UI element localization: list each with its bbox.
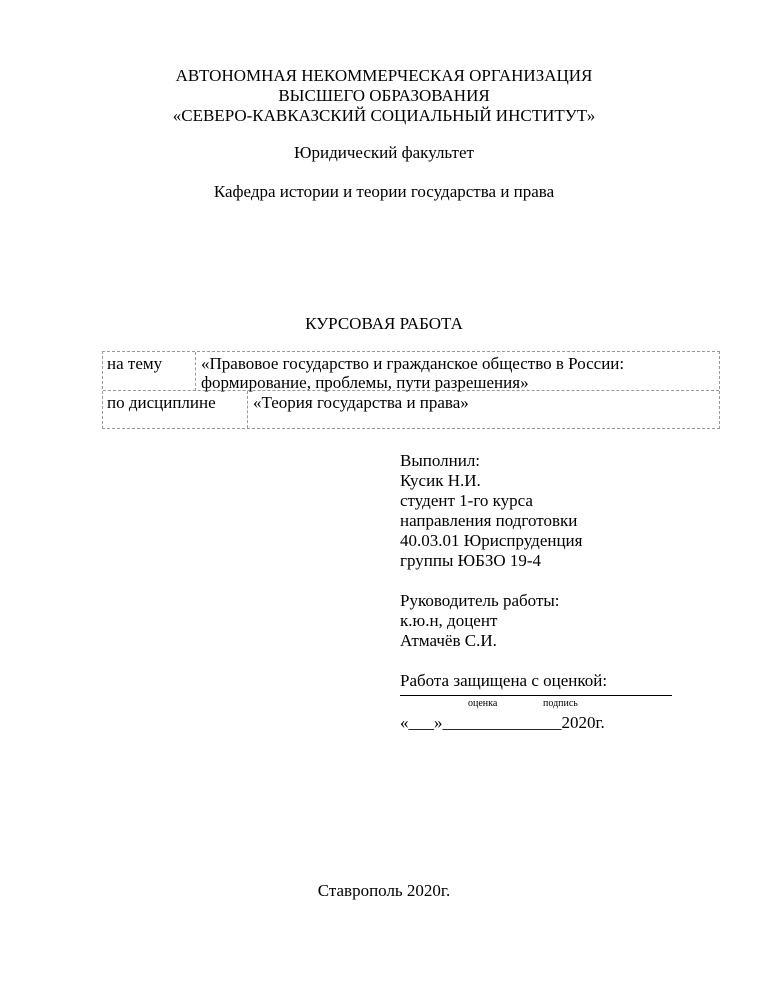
direction-value: 40.03.01 Юриспруденция [400,531,583,550]
topic-value [201,354,716,392]
city-year: Ставрополь 2020г. [317,881,451,900]
org-line-2: ВЫСШЕГО ОБРАЗОВАНИЯ [278,86,490,105]
supervisor-title: к.ю.н, доцент [400,611,498,630]
student-group: группы ЮБЗО 19-4 [400,551,542,570]
work-type-title: КУРСОВАЯ РАБОТА [305,314,463,333]
topic-line-1: «Правовое государство и гражданское общество в России: [201,354,625,373]
author-info-block [400,451,607,691]
discipline-label: по дисциплине [107,393,216,412]
topic-table [102,351,720,429]
discipline-value: «Теория государства и права» [253,393,469,412]
supervisor-label: Руководитель работы: [400,591,560,610]
direction-label: направления подготовки [400,511,578,530]
organization-name [0,66,768,126]
signature-line [400,695,672,696]
date-line: «___»______________2020г. [400,713,605,732]
student-name: Кусик Н.И. [400,471,481,490]
topic-row [103,352,719,391]
discipline-row [103,391,719,428]
cell-divider [195,352,196,391]
faculty-name: Юридический факультет [294,143,474,162]
grade-caption: оценка [468,698,498,709]
supervisor-name: Атмачёв С.И. [400,631,497,650]
cell-divider [247,391,248,428]
org-line-3: «СЕВЕРО-КАВКАЗСКИЙ СОЦИАЛЬНЫЙ ИНСТИТУТ» [172,106,596,125]
org-line-1: АВТОНОМНАЯ НЕКОММЕРЧЕСКАЯ ОРГАНИЗАЦИЯ [175,66,593,85]
topic-label: на тему [107,354,163,373]
performed-label: Выполнил: [400,451,481,470]
student-course: студент 1-го курса [400,491,533,510]
topic-line-2: формирование, проблемы, пути разрешения» [201,373,529,392]
department-name: Кафедра истории и теории государства и права [213,182,555,201]
defense-label: Работа защищена с оценкой: [400,671,608,690]
signature-caption: подпись [543,698,578,709]
